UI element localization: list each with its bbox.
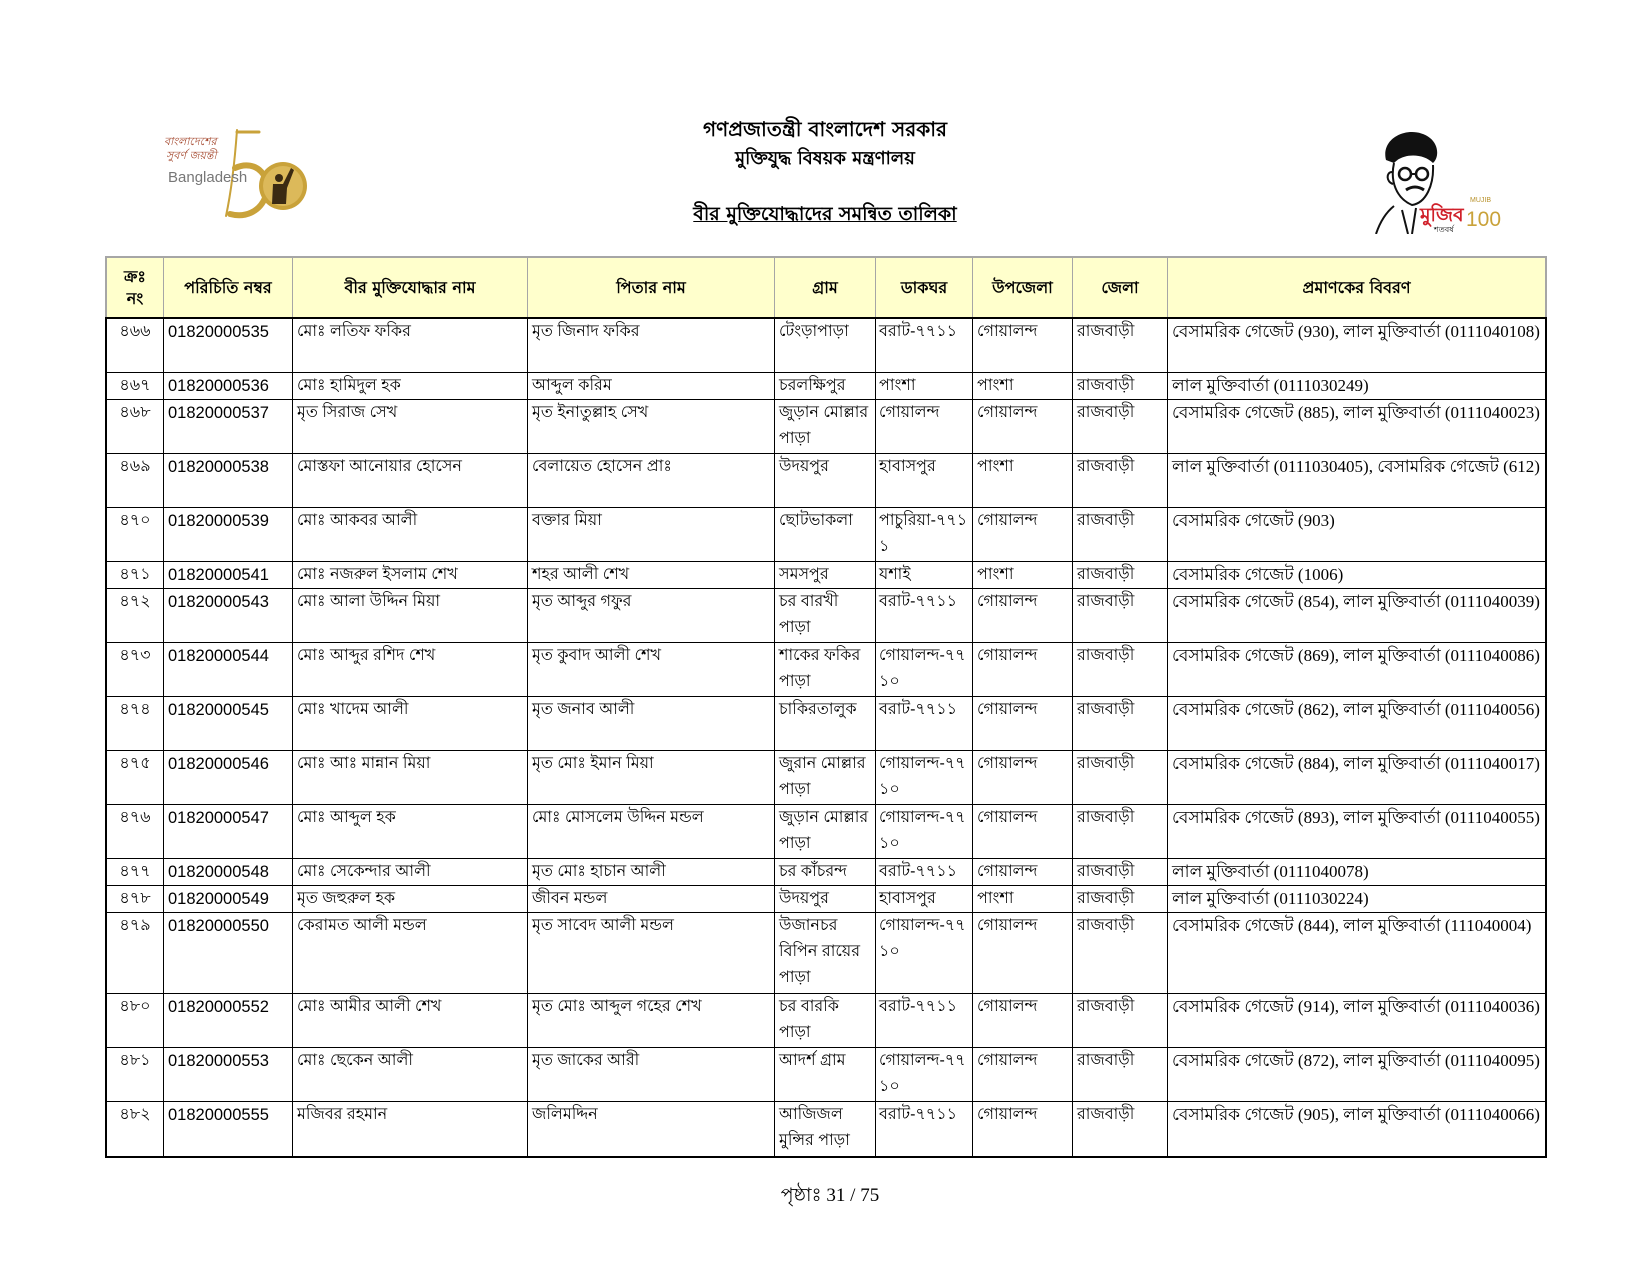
table-row <box>107 1102 1545 1156</box>
cell-post-office: গোয়ালন্দ-৭৭১০ <box>876 1048 973 1101</box>
cell-district: রাজবাড়ী <box>1073 1048 1168 1101</box>
cell-serial: ৪৭৫ <box>107 751 164 804</box>
table-row <box>107 319 1545 373</box>
cell-post-office: পাংশা <box>876 373 973 399</box>
cell-serial: ৪৬৭ <box>107 373 164 399</box>
column-header-district: জেলা <box>1073 258 1168 317</box>
cell-serial: ৪৭৭ <box>107 859 164 885</box>
cell-id: 01820000539 <box>164 508 293 561</box>
cell-district: রাজবাড়ী <box>1073 805 1168 858</box>
cell-district: রাজবাড়ী <box>1073 751 1168 804</box>
government-title: গণপ্রজাতন্ত্রী বাংলাদেশ সরকার <box>703 117 947 141</box>
cell-serial: ৪৬৯ <box>107 454 164 507</box>
cell-name: মৃত সিরাজ সেখ <box>293 400 528 453</box>
cell-proof: বেসামরিক গেজেট (869), লাল মুক্তিবার্তা (0111040086) <box>1172 646 1540 665</box>
cell-id: 01820000544 <box>164 643 293 696</box>
table-row <box>107 913 1545 994</box>
cell-post-office: পাচুরিয়া-৭৭১১ <box>876 508 973 561</box>
cell-father: মৃত সাবেদ আলী মন্ডল <box>528 913 775 993</box>
cell-id: 01820000552 <box>164 994 293 1047</box>
cell-serial: ৪৭৯ <box>107 913 164 993</box>
cell-village: উজানচর বিপিন রায়ের পাড়া <box>775 913 876 993</box>
cell-upazila: গোয়ালন্দ <box>973 859 1073 885</box>
cell-name: মোঃ লতিফ ফকির <box>293 319 528 372</box>
cell-upazila: পাংশা <box>973 454 1073 507</box>
cell-village: সমসপুর <box>775 562 876 588</box>
cell-proof: বেসামরিক গেজেট (893), লাল মুক্তিবার্তা (0111040055) <box>1172 808 1540 827</box>
cell-upazila: গোয়ালন্দ <box>973 1048 1073 1101</box>
cell-post-office: যশাই <box>876 562 973 588</box>
cell-village: জুড়ান মোল্লার পাড়া <box>775 400 876 453</box>
cell-name: মোঃ হামিদুল হক <box>293 373 528 399</box>
cell-district: রাজবাড়ী <box>1073 913 1168 993</box>
table-row <box>107 859 1545 886</box>
cell-upazila: পাংশা <box>973 886 1073 912</box>
cell-father: মৃত মোঃ আব্দুল গহের শেখ <box>528 994 775 1047</box>
cell-name: মোঃ ছেকেন আলী <box>293 1048 528 1101</box>
cell-id: 01820000535 <box>164 319 293 372</box>
column-header-father: পিতার নাম <box>528 258 775 317</box>
cell-district: রাজবাড়ী <box>1073 400 1168 453</box>
cell-serial: ৪৮১ <box>107 1048 164 1101</box>
cell-post-office: বরাট-৭৭১১ <box>876 859 973 885</box>
cell-id: 01820000536 <box>164 373 293 399</box>
cell-district: রাজবাড়ী <box>1073 508 1168 561</box>
cell-village: জুড়ান মোল্লার পাড়া <box>775 805 876 858</box>
logo-text-mujib: মুজিব <box>1420 204 1464 226</box>
cell-proof: লাল মুক্তিবার্তা (0111030224) <box>1172 889 1369 908</box>
cell-proof: বেসামরিক গেজেট (930), লাল মুক্তিবার্তা (0111040108) <box>1172 322 1540 341</box>
cell-post-office: গোয়ালন্দ-৭৭১০ <box>876 913 973 993</box>
table-row <box>107 400 1545 454</box>
logo-text-mujib-latin: MUJIB <box>1470 197 1491 204</box>
cell-father: মৃত জনাব আলী <box>528 697 775 750</box>
cell-proof: বেসামরিক গেজেট (844), লাল মুক্তিবার্তা (111040004) <box>1172 916 1532 935</box>
cell-proof: লাল মুক্তিবার্তা (0111040078) <box>1172 862 1369 881</box>
cell-district: রাজবাড়ী <box>1073 454 1168 507</box>
table-row <box>107 805 1545 859</box>
cell-id: 01820000548 <box>164 859 293 885</box>
cell-village: ছোটভাকলা <box>775 508 876 561</box>
cell-village: আদর্শ গ্রাম <box>775 1048 876 1101</box>
cell-father: মৃত আব্দুর গফুর <box>528 589 775 642</box>
cell-id: 01820000550 <box>164 913 293 993</box>
cell-name: মোঃ আব্দুর রশিদ শেখ <box>293 643 528 696</box>
cell-post-office: হাবাসপুর <box>876 454 973 507</box>
cell-post-office: গোয়ালন্দ-৭৭১০ <box>876 643 973 696</box>
cell-serial: ৪৮০ <box>107 994 164 1047</box>
logo-text-shotoborsho: শতবর্ষ <box>1434 225 1454 234</box>
cell-post-office: গোয়ালন্দ-৭৭১০ <box>876 805 973 858</box>
logo-text-100: 100 <box>1466 208 1502 231</box>
cell-name: মৃত জহুরুল হক <box>293 886 528 912</box>
cell-serial: ৪৭১ <box>107 562 164 588</box>
cell-serial: ৪৬৬ <box>107 319 164 372</box>
cell-name: মোঃ খাদেম আলী <box>293 697 528 750</box>
cell-serial: ৪৮২ <box>107 1102 164 1156</box>
cell-district: রাজবাড়ী <box>1073 562 1168 588</box>
table-row <box>107 562 1545 589</box>
page-number: পৃষ্ঠাঃ 31 / 75 <box>780 1185 880 1206</box>
table-row <box>107 886 1545 913</box>
cell-village: চর বারখী পাড়া <box>775 589 876 642</box>
table-body <box>105 317 1547 1158</box>
column-header-id: পরিচিতি নম্বর <box>164 258 293 317</box>
cell-name: মোঃ আলা উদ্দিন মিয়া <box>293 589 528 642</box>
cell-serial: ৪৭২ <box>107 589 164 642</box>
column-header-post-office: ডাকঘর <box>876 258 973 317</box>
cell-village: চর কাঁচরন্দ <box>775 859 876 885</box>
cell-father: মৃত কুবাদ আলী শেখ <box>528 643 775 696</box>
logo-text-bangladesher: বাংলাদেশের <box>164 135 217 148</box>
cell-father: জীবন মন্ডল <box>528 886 775 912</box>
cell-upazila: গোয়ালন্দ <box>973 1102 1073 1156</box>
cell-district: রাজবাড়ী <box>1073 1102 1168 1156</box>
cell-post-office: বরাট-৭৭১১ <box>876 589 973 642</box>
cell-post-office: বরাট-৭৭১১ <box>876 994 973 1047</box>
cell-proof: বেসামরিক গেজেট (1006) <box>1172 565 1344 584</box>
cell-id: 01820000555 <box>164 1102 293 1156</box>
mujib-100-logo <box>1372 128 1506 234</box>
cell-father: আব্দুল করিম <box>528 373 775 399</box>
cell-name: মোঃ আমীর আলী শেখ <box>293 994 528 1047</box>
table-row <box>107 589 1545 643</box>
cell-district: রাজবাড়ী <box>1073 373 1168 399</box>
cell-village: টেংড়াপাড়া <box>775 319 876 372</box>
cell-village: উদয়পুর <box>775 886 876 912</box>
cell-name: মোঃ সেকেন্দার আলী <box>293 859 528 885</box>
cell-id: 01820000553 <box>164 1048 293 1101</box>
cell-upazila: গোয়ালন্দ <box>973 589 1073 642</box>
cell-father: মৃত জিনাদ ফকির <box>528 319 775 372</box>
cell-id: 01820000543 <box>164 589 293 642</box>
cell-id: 01820000537 <box>164 400 293 453</box>
cell-name: কেরামত আলী মন্ডল <box>293 913 528 993</box>
cell-serial: ৪৭৪ <box>107 697 164 750</box>
cell-name: মোঃ আঃ মান্নান মিয়া <box>293 751 528 804</box>
cell-village: চাকিরতালুক <box>775 697 876 750</box>
cell-upazila: গোয়ালন্দ <box>973 697 1073 750</box>
cell-name: মোঃ আব্দুল হক <box>293 805 528 858</box>
cell-name: মোস্তফা আনোয়ার হোসেন <box>293 454 528 507</box>
cell-name: মোঃ নজরুল ইসলাম শেখ <box>293 562 528 588</box>
list-title: বীর মুক্তিযোদ্ধাদের সমন্বিত তালিকা <box>693 203 957 225</box>
cell-district: রাজবাড়ী <box>1073 589 1168 642</box>
cell-name: মজিবর রহমান <box>293 1102 528 1156</box>
cell-district: রাজবাড়ী <box>1073 859 1168 885</box>
table-row <box>107 454 1545 508</box>
cell-village: আজিজল মুন্সির পাড়া <box>775 1102 876 1156</box>
cell-village: চরলক্ষিপুর <box>775 373 876 399</box>
cell-id: 01820000538 <box>164 454 293 507</box>
cell-village: জুরান মোল্লার পাড়া <box>775 751 876 804</box>
table-row <box>107 994 1545 1048</box>
table-row <box>107 508 1545 562</box>
cell-proof: বেসামরিক গেজেট (862), লাল মুক্তিবার্তা (0111040056) <box>1172 700 1540 719</box>
cell-post-office: বরাট-৭৭১১ <box>876 697 973 750</box>
logo-silhouette-head <box>275 174 283 182</box>
cell-proof: লাল মুক্তিবার্তা (0111030405), বেসামরিক গেজেট (612) <box>1172 457 1540 476</box>
cell-district: রাজবাড়ী <box>1073 886 1168 912</box>
cell-proof: বেসামরিক গেজেট (905), লাল মুক্তিবার্তা (0111040066) <box>1172 1105 1540 1124</box>
cell-proof: বেসামরিক গেজেট (903) <box>1172 511 1335 530</box>
cell-district: রাজবাড়ী <box>1073 994 1168 1047</box>
cell-id: 01820000541 <box>164 562 293 588</box>
cell-proof: বেসামরিক গেজেট (885), লাল মুক্তিবার্তা (0111040023) <box>1172 403 1540 422</box>
cell-proof: লাল মুক্তিবার্তা (0111030249) <box>1172 376 1369 395</box>
column-header-serial: ক্রঃ নং <box>107 258 164 317</box>
cell-father: মোঃ মোসলেম উদ্দিন মন্ডল <box>528 805 775 858</box>
cell-name: মোঃ আকবর আলী <box>293 508 528 561</box>
cell-district: রাজবাড়ী <box>1073 697 1168 750</box>
cell-upazila: গোয়ালন্দ <box>973 805 1073 858</box>
cell-post-office: গোয়ালন্দ-৭৭১০ <box>876 751 973 804</box>
table-row <box>107 643 1545 697</box>
table-row <box>107 1048 1545 1102</box>
cell-proof: বেসামরিক গেজেট (914), লাল মুক্তিবার্তা (0111040036) <box>1172 997 1540 1016</box>
cell-post-office: বরাট-৭৭১১ <box>876 1102 973 1156</box>
cell-father: মৃত মোঃ হাচান আলী <box>528 859 775 885</box>
cell-father: মৃত ইনাতুল্লাহ সেখ <box>528 400 775 453</box>
cell-father: মৃত জাকের আরী <box>528 1048 775 1101</box>
logo-text-subarna-jayanti: সুবর্ণ জয়ন্তী <box>166 149 217 162</box>
cell-upazila: গোয়ালন্দ <box>973 319 1073 372</box>
cell-proof: বেসামরিক গেজেট (854), লাল মুক্তিবার্তা (0111040039) <box>1172 592 1540 611</box>
cell-serial: ৪৭০ <box>107 508 164 561</box>
cell-serial: ৪৭৮ <box>107 886 164 912</box>
cell-post-office: হাবাসপুর <box>876 886 973 912</box>
cell-post-office: গোয়ালন্দ <box>876 400 973 453</box>
cell-upazila: গোয়ালন্দ <box>973 643 1073 696</box>
cell-father: শহর আলী শেখ <box>528 562 775 588</box>
cell-id: 01820000547 <box>164 805 293 858</box>
cell-upazila: গোয়ালন্দ <box>973 994 1073 1047</box>
table-header-row <box>105 256 1547 317</box>
cell-upazila: গোয়ালন্দ <box>973 913 1073 993</box>
table-row <box>107 751 1545 805</box>
cell-id: 01820000549 <box>164 886 293 912</box>
cell-village: শাকের ফকির পাড়া <box>775 643 876 696</box>
cell-id: 01820000546 <box>164 751 293 804</box>
column-header-village: গ্রাম <box>775 258 876 317</box>
cell-upazila: গোয়ালন্দ <box>973 400 1073 453</box>
cell-upazila: পাংশা <box>973 373 1073 399</box>
cell-district: রাজবাড়ী <box>1073 643 1168 696</box>
cell-serial: ৪৭৩ <box>107 643 164 696</box>
cell-serial: ৪৬৮ <box>107 400 164 453</box>
cell-id: 01820000545 <box>164 697 293 750</box>
table-row <box>107 697 1545 751</box>
cell-village: উদয়পুর <box>775 454 876 507</box>
cell-father: বক্তার মিয়া <box>528 508 775 561</box>
cell-upazila: পাংশা <box>973 562 1073 588</box>
logo-text-bangladesh: Bangladesh <box>168 169 248 186</box>
cell-proof: বেসামরিক গেজেট (872), লাল মুক্তিবার্তা (0111040095) <box>1172 1051 1540 1070</box>
table-row <box>107 373 1545 400</box>
ministry-title: মুক্তিযুদ্ধ বিষয়ক মন্ত্রণালয় <box>735 148 915 169</box>
cell-father: মৃত মোঃ ইমান মিয়া <box>528 751 775 804</box>
cell-upazila: গোয়ালন্দ <box>973 508 1073 561</box>
cell-father: জলিমদ্দিন <box>528 1102 775 1156</box>
cell-village: চর বারকি পাড়া <box>775 994 876 1047</box>
cell-father: বেলায়েত হোসেন প্রাঃ <box>528 454 775 507</box>
cell-district: রাজবাড়ী <box>1073 319 1168 372</box>
cell-serial: ৪৭৬ <box>107 805 164 858</box>
cell-proof: বেসামরিক গেজেট (884), লাল মুক্তিবার্তা (0111040017) <box>1172 754 1540 773</box>
column-header-upazila: উপজেলা <box>973 258 1073 317</box>
column-header-name: বীর মুক্তিযোদ্ধার নাম <box>293 258 528 317</box>
cell-post-office: বরাট-৭৭১১ <box>876 319 973 372</box>
column-header-proof: প্রমাণকের বিবরণ <box>1302 277 1411 297</box>
cell-upazila: গোয়ালন্দ <box>973 751 1073 804</box>
